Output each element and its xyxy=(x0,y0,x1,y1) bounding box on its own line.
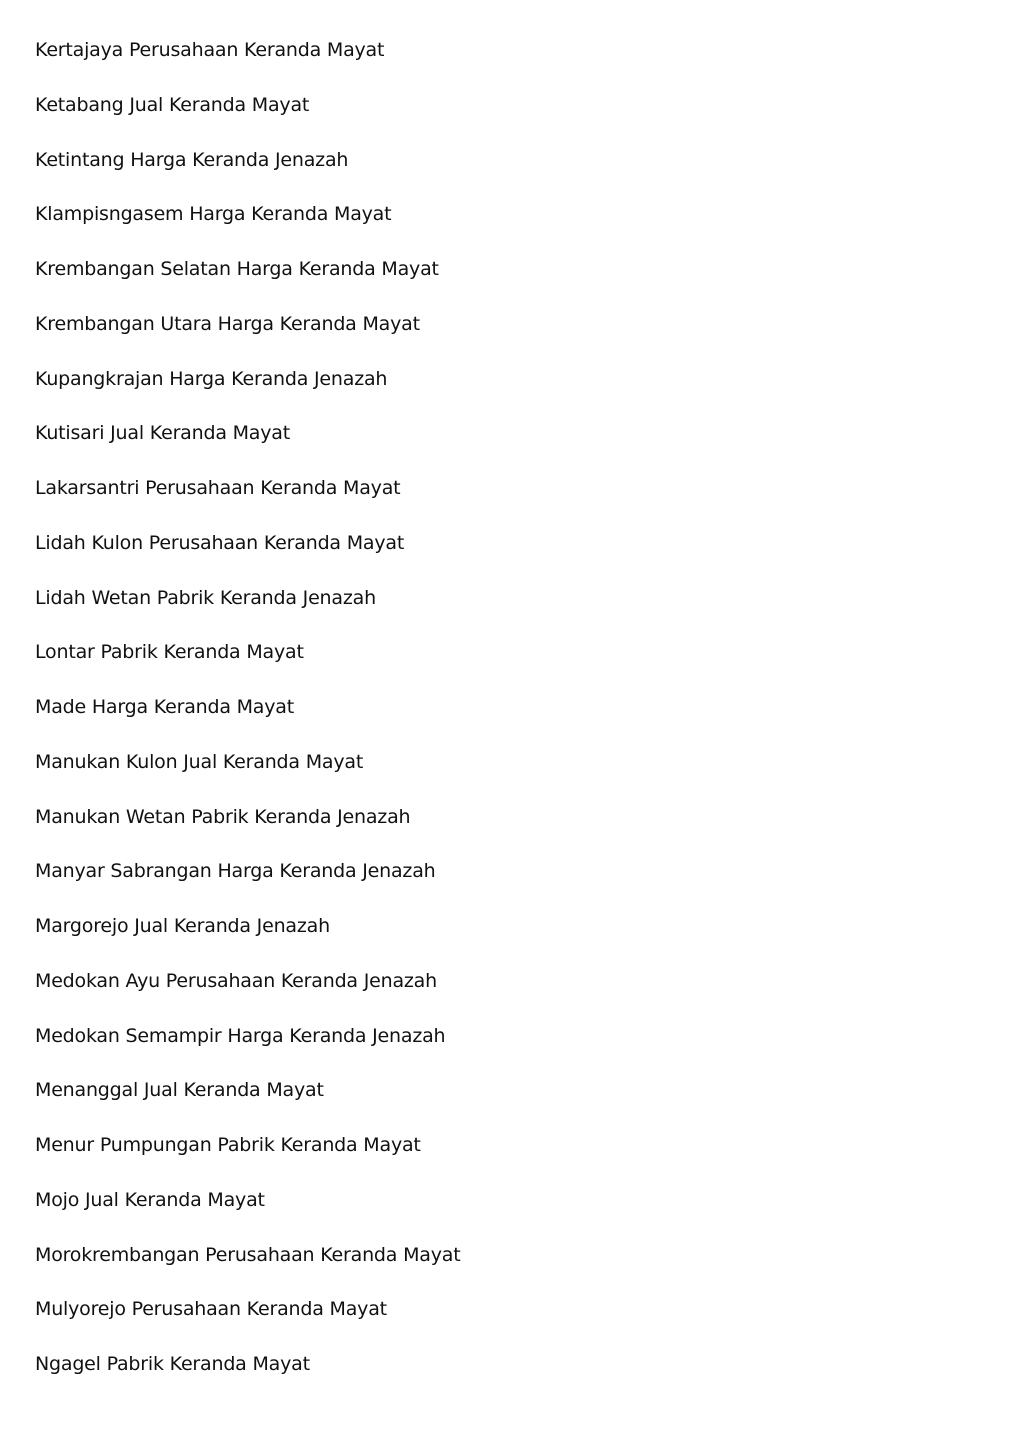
list-item xyxy=(35,1076,460,1131)
list-item xyxy=(35,419,460,474)
list-item-link[interactable]: Manukan Kulon Jual Keranda Mayat xyxy=(35,750,364,773)
list-item xyxy=(35,638,460,693)
list-item-link[interactable]: Lakarsantri Perusahaan Keranda Mayat xyxy=(35,477,401,499)
list-item xyxy=(35,146,460,201)
list-item-link[interactable]: Manukan Wetan Pabrik Keranda Jenazah xyxy=(35,805,411,828)
list-item xyxy=(35,36,460,91)
list-item-link[interactable]: Krembangan Selatan Harga Keranda Mayat xyxy=(35,258,439,280)
list-item xyxy=(35,584,460,639)
list-item-link[interactable]: Kupangkrajan Harga Keranda Jenazah xyxy=(35,367,388,390)
list-item xyxy=(35,1022,460,1077)
list-item-link[interactable]: Margorejo Jual Keranda Jenazah xyxy=(35,915,330,937)
list-item xyxy=(35,529,460,584)
list-item xyxy=(35,1131,460,1186)
list-item xyxy=(35,91,460,146)
list-item xyxy=(35,967,460,1022)
list-item xyxy=(35,803,460,858)
list-item-link[interactable]: Ngagel Pabrik Keranda Mayat xyxy=(35,1353,310,1375)
list-item-link[interactable]: Morokrembangan Perusahaan Keranda Mayat xyxy=(35,1243,461,1266)
list-item-link[interactable]: Made Harga Keranda Mayat xyxy=(35,696,294,718)
list-item xyxy=(35,1350,460,1405)
list-item-link[interactable]: Klampisngasem Harga Keranda Mayat xyxy=(35,203,392,226)
list-item-link[interactable]: Mulyorejo Perusahaan Keranda Mayat xyxy=(35,1298,387,1321)
list-item xyxy=(35,255,460,310)
list-item-link[interactable]: Kutisari Jual Keranda Mayat xyxy=(35,422,290,445)
list-item-link[interactable]: Krembangan Utara Harga Keranda Mayat xyxy=(35,312,420,335)
list-item-link[interactable]: Lidah Kulon Perusahaan Keranda Mayat xyxy=(35,531,405,554)
list-item-link[interactable]: Kertajaya Perusahaan Keranda Mayat xyxy=(35,39,385,61)
list-item xyxy=(35,748,460,803)
list-item-link[interactable]: Mojo Jual Keranda Mayat xyxy=(35,1188,265,1211)
list-item-link[interactable]: Medokan Semampir Harga Keranda Jenazah xyxy=(35,1024,446,1047)
list-item xyxy=(35,857,460,912)
list-item xyxy=(35,1241,460,1296)
list-item-link[interactable]: Ketabang Jual Keranda Mayat xyxy=(35,93,310,116)
list-item xyxy=(35,200,460,255)
list-item xyxy=(35,912,460,967)
list-item-link[interactable]: Menur Pumpungan Pabrik Keranda Mayat xyxy=(35,1134,421,1156)
link-list xyxy=(35,36,460,1405)
list-item-link[interactable]: Ketintang Harga Keranda Jenazah xyxy=(35,148,349,171)
list-item-link[interactable]: Lidah Wetan Pabrik Keranda Jenazah xyxy=(35,586,376,609)
list-item-link[interactable]: Menanggal Jual Keranda Mayat xyxy=(35,1079,324,1102)
list-item xyxy=(35,1295,460,1350)
list-item xyxy=(35,693,460,748)
list-item xyxy=(35,310,460,365)
list-item xyxy=(35,1186,460,1241)
list-item-link[interactable]: Manyar Sabrangan Harga Keranda Jenazah xyxy=(35,860,436,883)
list-item-link[interactable]: Lontar Pabrik Keranda Mayat xyxy=(35,641,304,664)
list-item xyxy=(35,474,460,529)
list-item xyxy=(35,365,460,420)
list-item-link[interactable]: Medokan Ayu Perusahaan Keranda Jenazah xyxy=(35,969,437,992)
